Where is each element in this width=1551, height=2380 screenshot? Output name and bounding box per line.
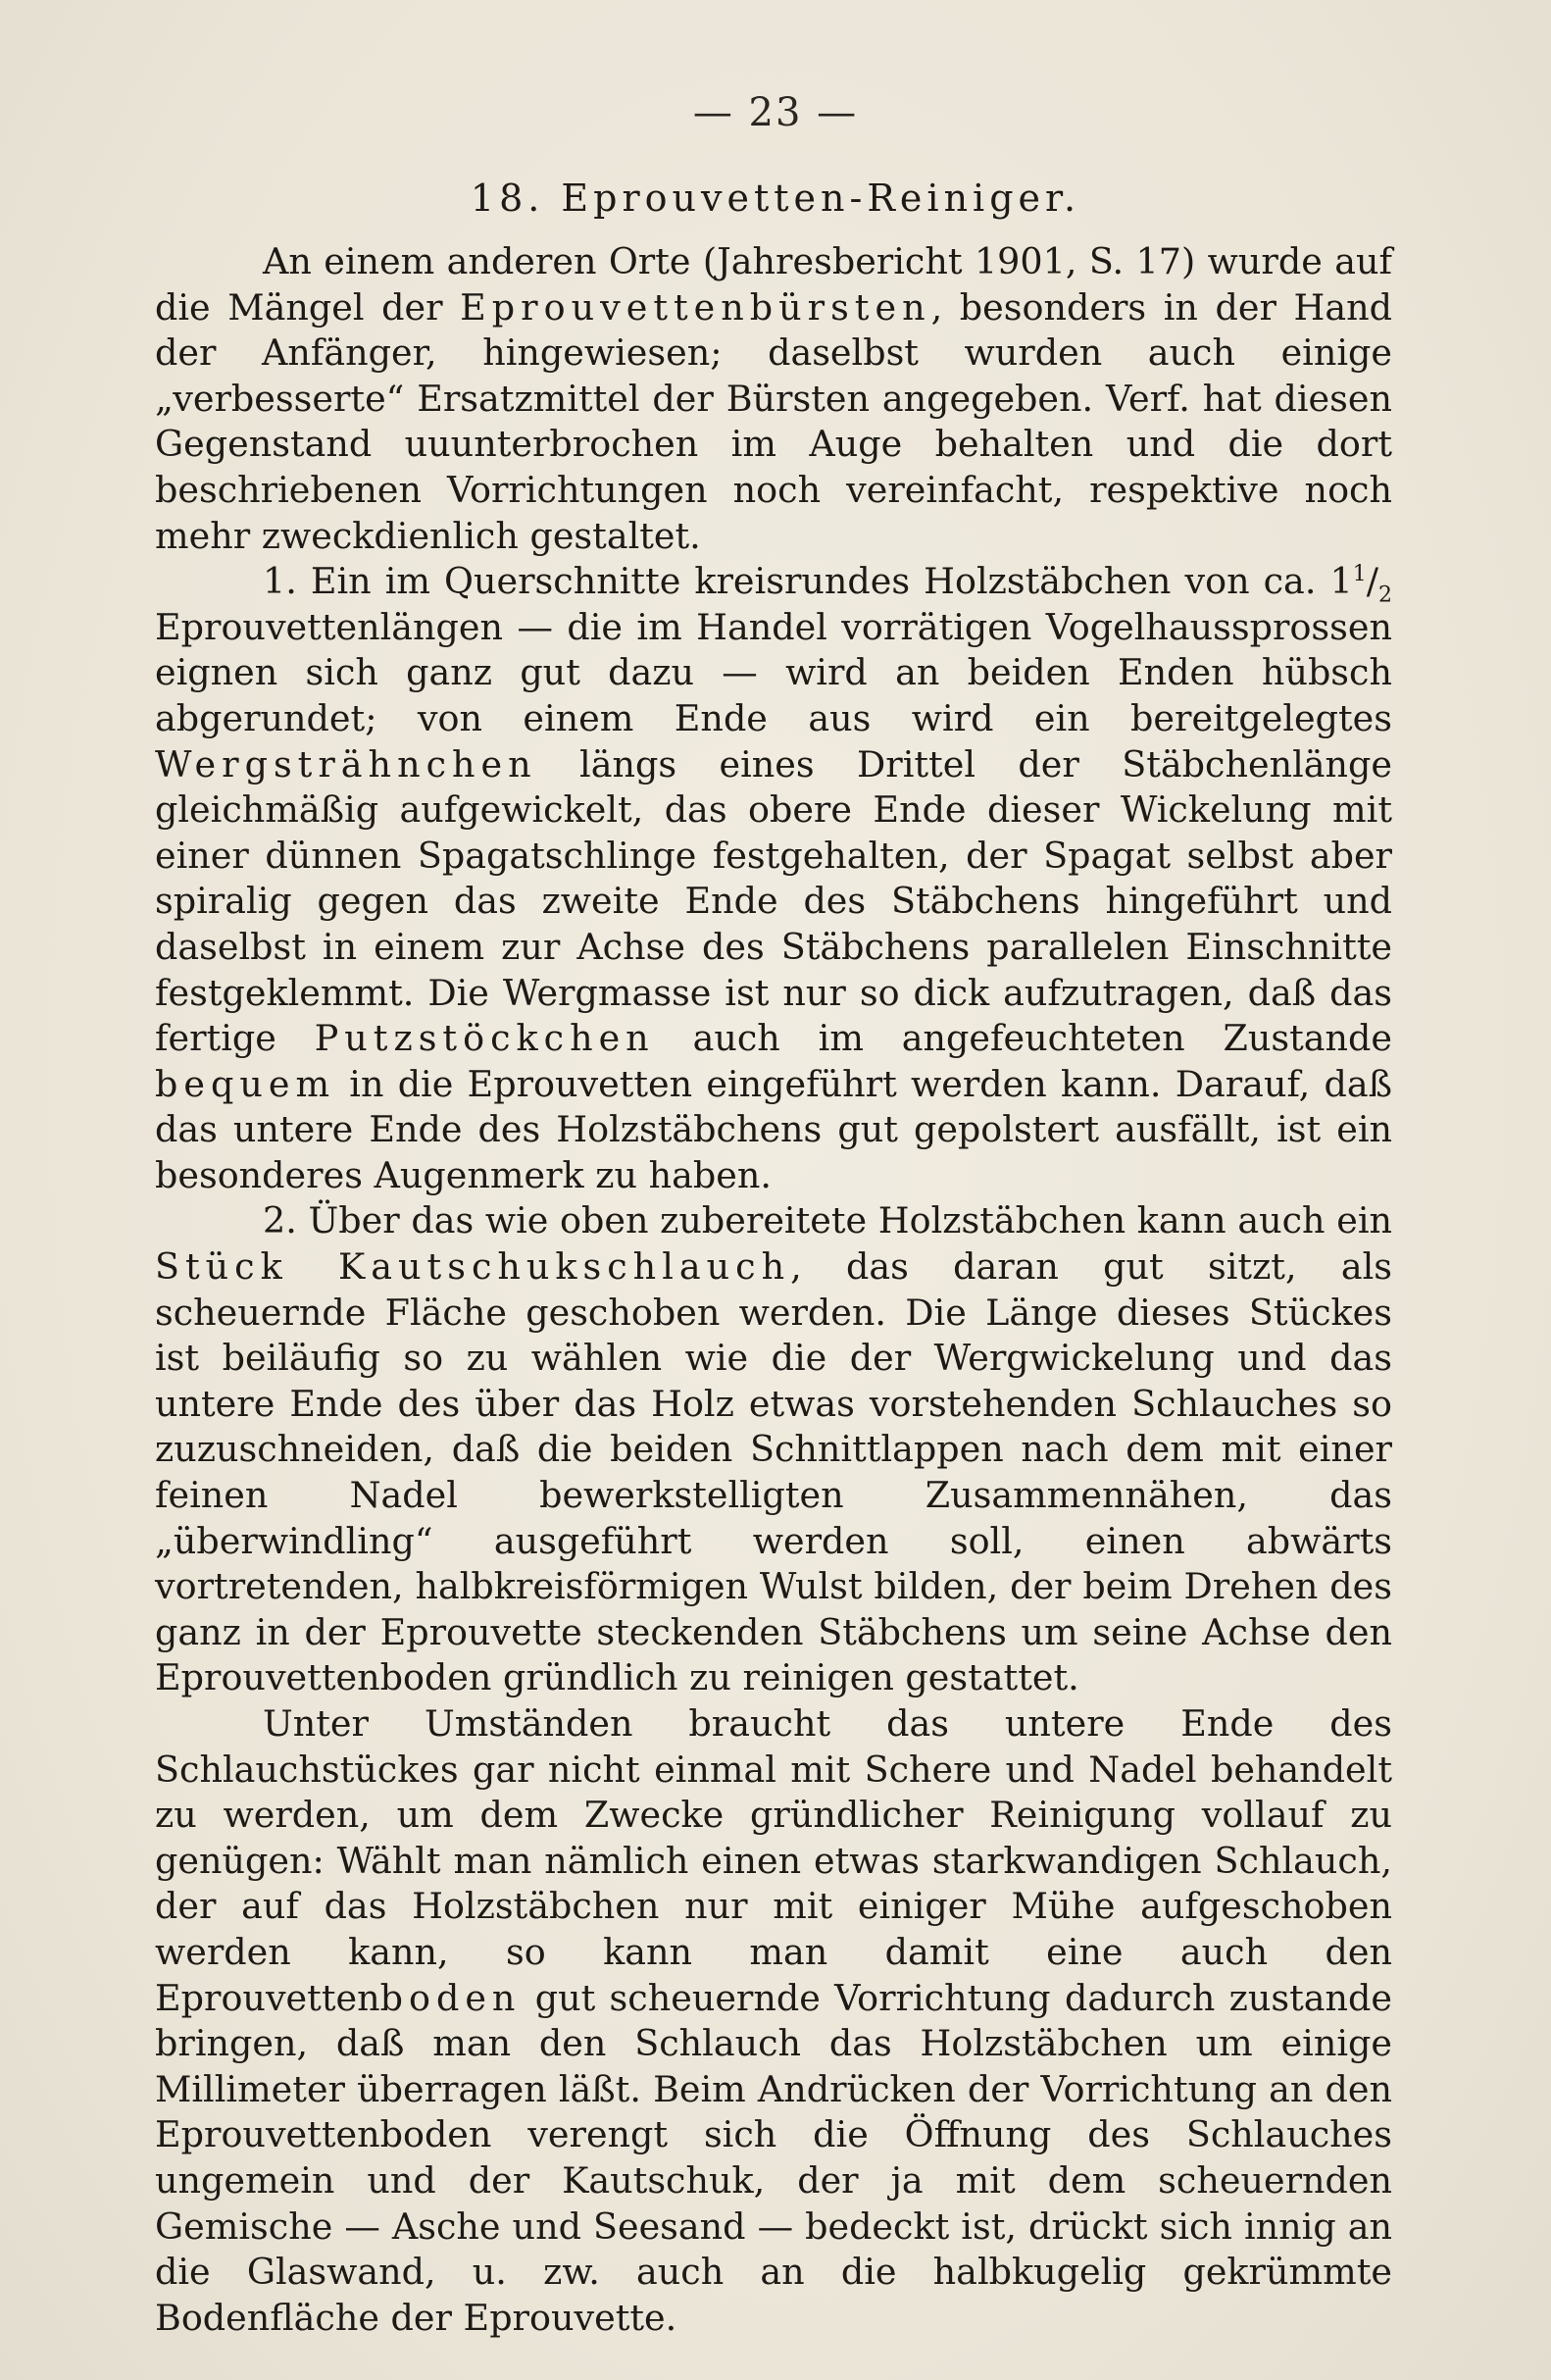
emphasized-text: boden <box>379 1976 522 2019</box>
text-run: Eprouvettenlängen — die im Handel vorrätigen Vogelhaussprossen eignen sich ganz gut dazu — wird an beiden Enden hübsch abgerundet; von einem Ende aus wird ein bereitgelegtes <box>155 605 1392 739</box>
text-run: Unter Umständen braucht das untere Ende des Schlauchstückes gar nicht einmal mit Schere und Nadel behandelt zu werden, um dem Zwecke gründlicher Reinigung vollauf zu genügen: Wählt man nämlich einen etwas starkwandigen Schlauch, der auf das Holzstäbchen nur mit einiger Mühe aufgeschoben werden kann, so kann man damit eine auch den Eprouvetten <box>155 1702 1392 2019</box>
text-run: An einem anderen Orte (Jahresbericht 1901, S. 17) wurde auf die Mängel der <box>155 240 1392 329</box>
paragraph-item-1: 1. Ein im Querschnitte kreisrundes Holzstäbchen von ca. $1^1/_2$ Eprouvettenlängen — die im Handel vorrätigen Vogelhaussprossen eignen sich ganz gut dazu — wird an beiden Enden hübsch abgerundet; von einem Ende aus wird ein bereitgelegtes Wergsträhnchen längs eines Drittel der Stäbchenlänge gleichmäßig aufgewickelt, das obere Ende dieser Wickelung mit einer dünnen Spagatschlinge festgehalten, der Spagat selbst aber spiralig gegen das zweite Ende des Stäbchens hingeführt und daselbst in einem zur Achse des Stäbchens parallelen Einschnitte festgeklemmt. Die Wergmasse ist nur so dick aufzutragen, daß das fertige Putzstöckchen auch im angefeuchteten Zustande bequem in die Eprouvetten eingeführt werden kann. Darauf, daß das untere Ende des Holzstäbchens gut gepolstert ausfällt, ist ein besonderes Augenmerk zu haben. <box>155 560 1392 1196</box>
emphasized-text: bequem <box>155 1062 336 1105</box>
emphasized-text: Wergsträhnchen <box>155 742 537 785</box>
body-text <box>155 239 1392 2341</box>
section-title: 18. Eprouvetten-Reiniger. <box>470 177 1081 220</box>
text-run: gut scheuernde Vorrichtung dadurch zustande bringen, daß man den Schlauch das Holzstäbchen um einige Millimeter überragen läßt. Beim Andrücken der Vorrichtung an den Eprouvettenboden verengt sich die Öffnung des Schlauches ungemein und der Kautschuk, der ja mit dem scheuernden Gemische — Asche und Seesand — bedeckt ist, drückt sich innig an die Glaswand, u. zw. auch an die halbkugelig gekrümmte Bodenfläche der Eprouvette. <box>155 1976 1392 2339</box>
text-run: , besonders in der Hand der Anfänger, hingewiesen; daselbst wurden auch einige „verbesserte“ Ersatzmittel der Bürsten angegeben. Verf. hat diesen Gegenstand uuunterbrochen im Auge behalten und die dort beschriebenen Vorrichtungen noch vereinfacht, respektive noch mehr zweckdienlich gestaltet. <box>155 285 1392 557</box>
text-run: in die Eprouvetten eingeführt werden kann. Darauf, daß das untere Ende des Holzstäbchens gut gepolstert ausfällt, ist ein besonderes Augenmerk zu haben. <box>155 1062 1392 1196</box>
fraction-numerator: 1 <box>1352 562 1367 586</box>
fraction-denominator: 2 <box>1378 582 1392 608</box>
emphasized-text: Putzstöckchen <box>314 1017 655 1060</box>
paragraph-intro <box>155 239 1392 559</box>
emphasized-text: Stück Kautschukschlauch <box>155 1245 791 1289</box>
text-run: längs eines Drittel der Stäbchenlänge gleichmäßig aufgewickelt, das obere Ende dieser Wickelung mit einer dünnen Spagatschlinge festgehalten, der Spagat selbst aber spiralig gegen das zweite Ende des Stäbchens hingeführt und daselbst in einem zur Achse des Stäbchens parallelen Einschnitte festgeklemmt. Die Wergmasse ist nur so dick aufzutragen, daß das fertige <box>155 742 1392 1060</box>
text-run: 2. Über das wie oben zubereitete Holzstäbchen kann auch ein <box>263 1199 1392 1242</box>
text-run: , das daran gut sitzt, als scheuernde Fläche geschoben werden. Die Länge dieses Stückes ist beiläufig so zu wählen wie die der Wergwickelung und das untere Ende des über das Holz etwas vorstehenden Schlauches so zuzuschneiden, daß die beiden Schnittlappen nach dem mit einer feinen Nadel bewerkstelligten Zusammennähen, das „überwindling“ ausgeführt werden soll, einen abwärts vortretenden, halbkreisförmigen Wulst bilden, der beim Drehen des ganz in der Eprouvette steckenden Stäbchens um seine Achse den Eprouvettenboden gründlich zu reinigen gestattet. <box>155 1245 1392 1699</box>
text-run: 1. Ein im Querschnitte kreisrundes Holzstäbchen von ca. 1 <box>263 560 1353 603</box>
emphasized-text: Eprouvettenbürsten <box>460 285 931 329</box>
paragraph-closing <box>155 1701 1392 2341</box>
paragraph-item-2 <box>155 1198 1392 1701</box>
text-run: auch im angefeuchteten Zustande <box>654 1017 1392 1060</box>
page-number: — 23 — <box>692 90 859 135</box>
